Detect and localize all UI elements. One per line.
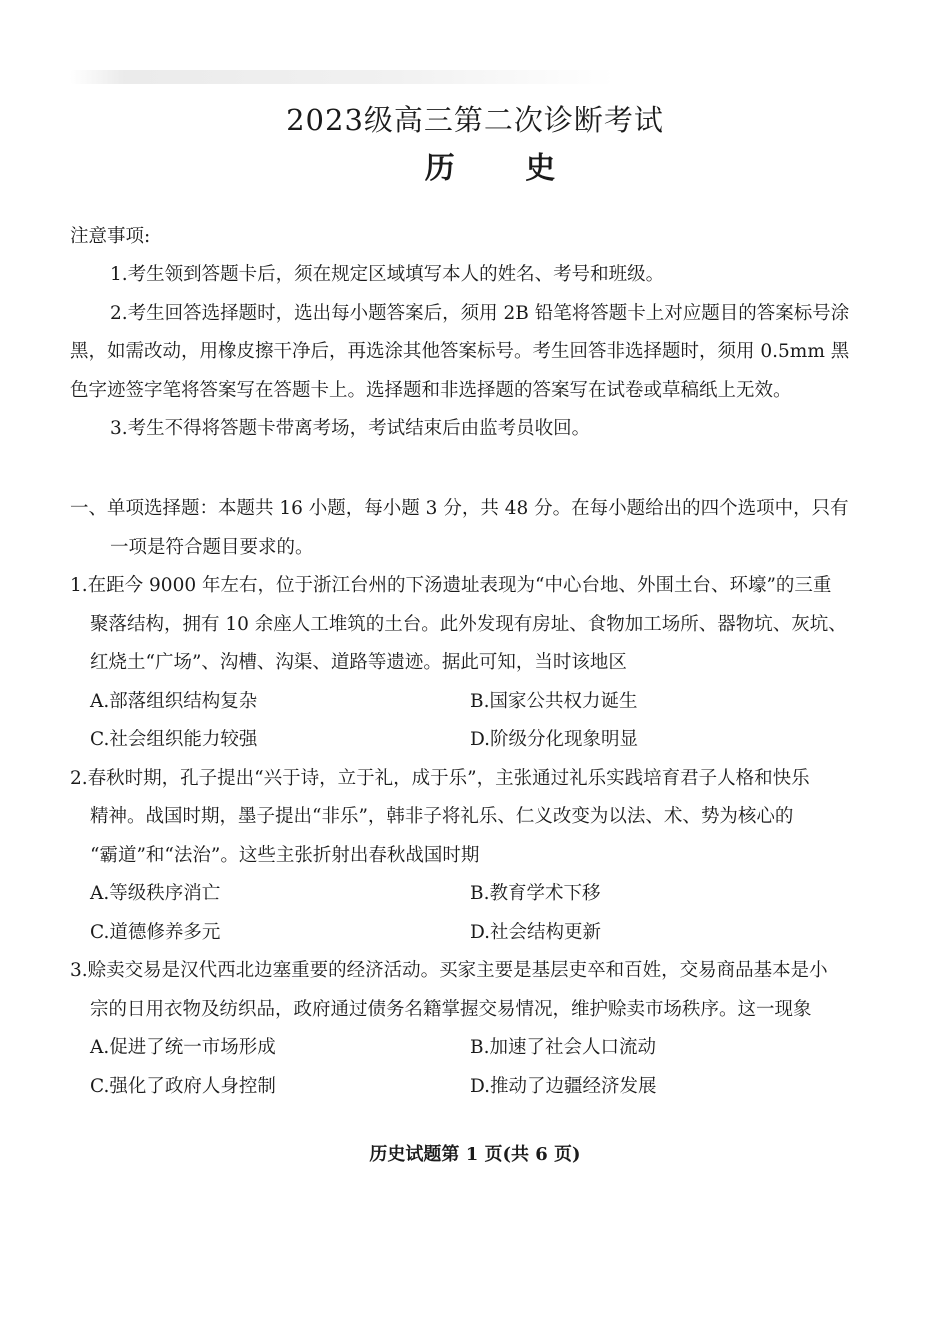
question-2-option-b: B.教育学术下移 [470, 883, 601, 904]
question-2-option-c: C.道德修养多元 [90, 922, 221, 943]
notice-heading: 注意事项: [70, 226, 151, 247]
notice-line: 1.考生领到答题卡后，须在规定区域填写本人的姓名、考号和班级。 [110, 264, 665, 285]
question-1-option-a: A.部落组织结构复杂 [90, 691, 258, 712]
question-1-option-b: B.国家公共权力诞生 [470, 691, 638, 712]
question-2-option-d: D.社会结构更新 [470, 922, 602, 943]
question-2-option-a: A.等级秩序消亡 [90, 883, 221, 904]
question-2-stem: 精神。战国时期，墨子提出“非乐”，韩非子将礼乐、仁义改变为以法、术、势为核心的 [90, 806, 794, 827]
page-footer: 历史试题第 1 页(共 6 页) [369, 1144, 581, 1165]
question-3-option-c: C.强化了政府人身控制 [90, 1076, 276, 1097]
question-1-stem: 1.在距今 9000 年左右，位于浙江台州的下汤遗址表现为“中心台地、外围土台、环壕”的三重 [70, 575, 832, 596]
notice-line: 黑，如需改动，用橡皮擦干净后，再选涂其他答案标号。考生回答非选择题时，须用 0.5mm 黑 [70, 341, 850, 362]
question-1-stem: 聚落结构，拥有 10 余座人工堆筑的土台。此外发现有房址、食物加工场所、器物坑、灰坑、 [90, 614, 847, 635]
question-3-option-b: B.加速了社会人口流动 [470, 1037, 656, 1058]
question-1-option-d: D.阶级分化现象明显 [470, 729, 639, 750]
question-3-stem: 3.赊卖交易是汉代西北边塞重要的经济活动。买家主要是基层吏卒和百姓，交易商品基本是小 [70, 960, 828, 981]
exam-subject: 历 史 [424, 151, 586, 186]
section-heading: 一、单项选择题：本题共 16 小题，每小题 3 分，共 48 分。在每小题给出的四个选项中，只有 [70, 498, 849, 519]
notice-line: 2.考生回答选择题时，选出每小题答案后，须用 2B 铅笔将答题卡上对应题目的答案标号涂 [110, 303, 850, 324]
scan-header-smudge [70, 70, 615, 84]
question-3-option-d: D.推动了边疆经济发展 [470, 1076, 657, 1097]
section-heading-cont: 一项是符合题目要求的。 [110, 537, 314, 558]
exam-title: 2023级高三第二次诊断考试 [286, 103, 664, 137]
question-3-stem: 宗的日用衣物及纺织品，政府通过债务名籍掌握交易情况，维护赊卖市场秩序。这一现象 [90, 999, 812, 1020]
question-2-stem: “霸道”和“法治”。这些主张折射出春秋战国时期 [90, 845, 480, 866]
question-1-stem: 红烧土“广场”、沟槽、沟渠、道路等遗迹。据此可知，当时该地区 [90, 652, 627, 673]
question-2-stem: 2.春秋时期，孔子提出“兴于诗，立于礼，成于乐”，主张通过礼乐实践培育君子人格和快乐 [70, 768, 810, 789]
notice-line: 色字迹签字笔将答案写在答题卡上。选择题和非选择题的答案写在试卷或草稿纸上无效。 [70, 380, 792, 401]
notice-line: 3.考生不得将答题卡带离考场，考试结束后由监考员收回。 [110, 418, 591, 439]
question-1-option-c: C.社会组织能力较强 [90, 729, 258, 750]
question-3-option-a: A.促进了统一市场形成 [90, 1037, 276, 1058]
